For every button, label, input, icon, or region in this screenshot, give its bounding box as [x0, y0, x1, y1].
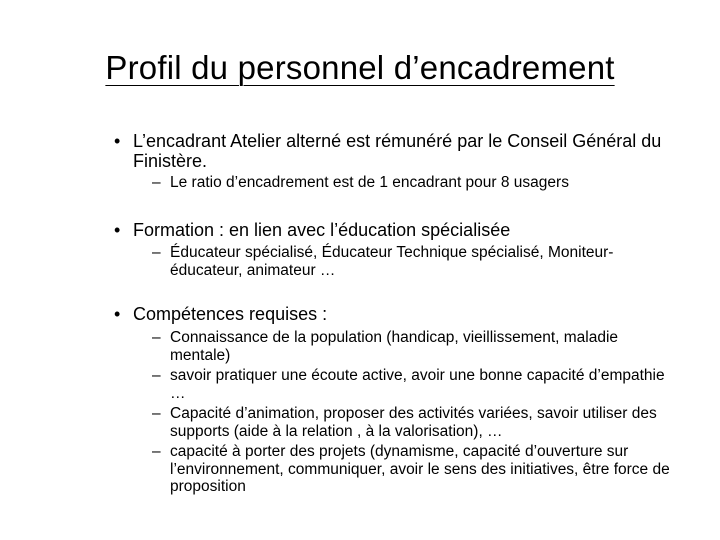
- sub-bullet-text: Le ratio d’encadrement est de 1 encadrant pour 8 usagers: [170, 174, 569, 191]
- bullet-formation: [114, 220, 674, 240]
- sub-bullet-marker: –: [152, 405, 161, 422]
- sub-bullet-animation: [152, 405, 682, 440]
- sub-bullet-ecoute: [152, 367, 682, 402]
- sub-bullet-population: [152, 329, 682, 364]
- bullet-text: Compétences requises :: [133, 304, 328, 324]
- bullet-marker: •: [114, 131, 121, 151]
- sub-bullet-ratio: [152, 174, 682, 192]
- bullet-marker: •: [114, 220, 121, 240]
- sub-bullet-text: Capacité d’animation, proposer des activités variées, savoir utiliser des supports (aide à la relation , à la valorisation), …: [170, 405, 657, 440]
- sub-bullet-marker: –: [152, 174, 161, 191]
- sub-bullet-marker: –: [152, 244, 161, 261]
- bullet-marker: •: [114, 304, 121, 324]
- sub-bullet-marker: –: [152, 329, 161, 346]
- sub-bullet-text: Connaissance de la population (handicap, vieillissement, maladie mentale): [170, 329, 619, 364]
- bullet-text: Formation : en lien avec l’éducation spécialisée: [133, 220, 511, 240]
- sub-bullet-text: capacité à porter des projets (dynamisme, capacité d’ouverture sur l’environnement, communiquer, avoir le sens des initiatives, être force de proposition: [170, 443, 670, 495]
- sub-bullet-projets: [152, 443, 682, 496]
- sub-bullet-diplomas: [152, 244, 682, 279]
- sub-bullet-marker: –: [152, 443, 161, 460]
- sub-bullet-text: savoir pratiquer une écoute active, avoir une bonne capacité d’empathie …: [170, 367, 665, 402]
- bullet-text: L’encadrant Atelier alterné est rémunéré par le Conseil Général du Finistère.: [133, 131, 662, 171]
- sub-bullet-marker: –: [152, 367, 161, 384]
- bullet-competences: [114, 304, 674, 324]
- sub-bullet-text: Éducateur spécialisé, Éducateur Technique spécialisé, Moniteur-éducateur, animateur …: [170, 244, 614, 279]
- bullet-remuneration: [114, 131, 674, 171]
- slide-title: Profil du personnel d’encadrement: [105, 49, 615, 86]
